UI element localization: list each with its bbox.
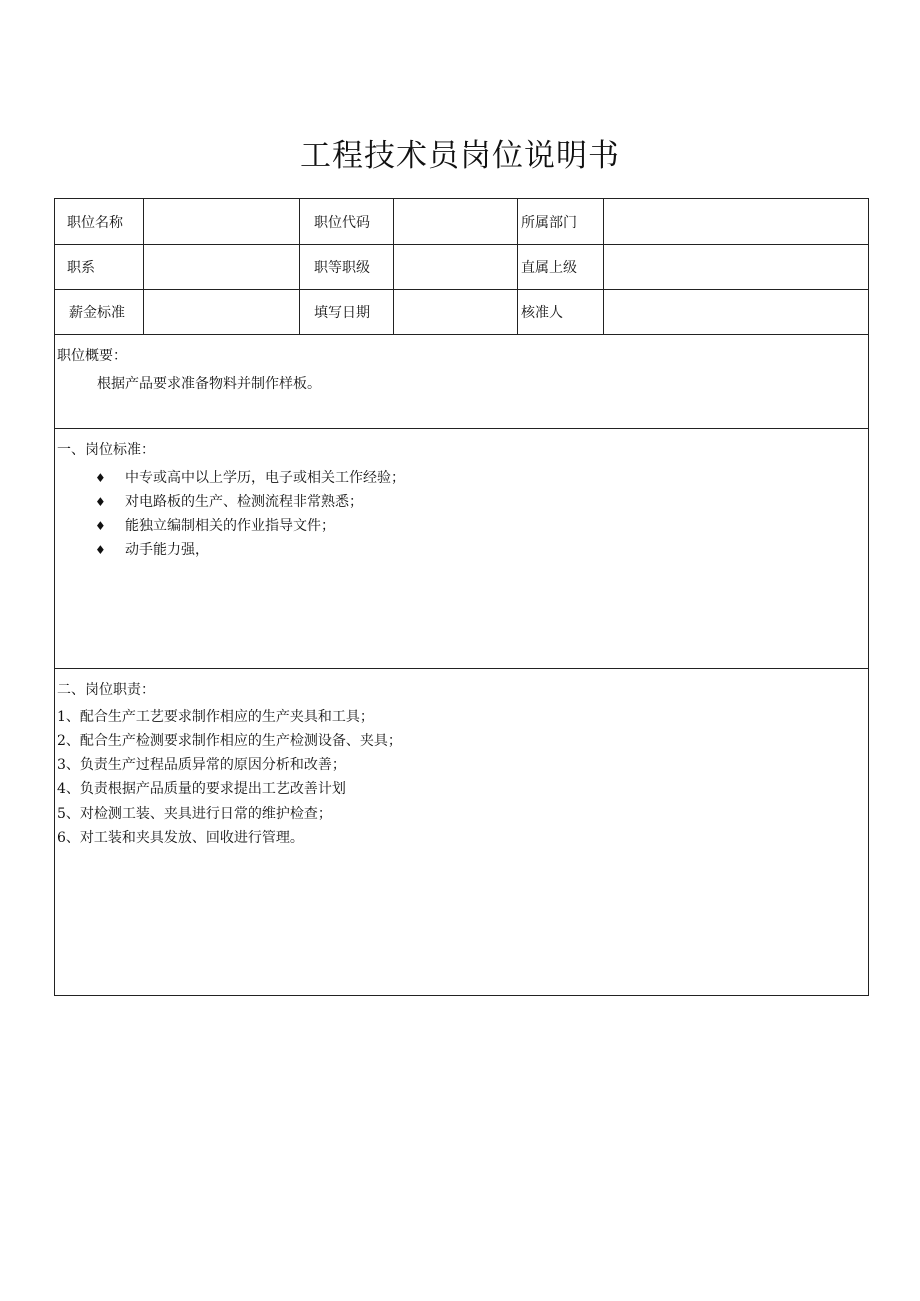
- position-name-field[interactable]: [144, 199, 300, 244]
- duties-section: [55, 669, 868, 995]
- list-item: 3、负责生产过程品质异常的原因分析和改善；: [57, 757, 346, 773]
- info-row: [55, 290, 868, 335]
- info-row: [55, 199, 868, 245]
- job-grade-label: 职等职级: [300, 245, 394, 289]
- direct-supervisor-label: 直属上级: [518, 245, 604, 289]
- list-item-text: 中专或高中以上学历，电子或相关工作经验；: [125, 470, 405, 486]
- list-item: 6、对工装和夹具发放、回收进行管理。: [57, 830, 304, 846]
- approver-field[interactable]: [604, 290, 868, 334]
- position-code-label: 职位代码: [300, 199, 394, 244]
- salary-standard-label: 薪金标准: [55, 290, 144, 334]
- summary-section: [55, 335, 868, 429]
- diamond-bullet-icon: ♦: [95, 471, 106, 485]
- department-field[interactable]: [604, 199, 868, 244]
- fill-date-field[interactable]: [394, 290, 518, 334]
- list-item: 4、负责根据产品质量的要求提出工艺改善计划: [57, 781, 346, 797]
- job-family-field[interactable]: [144, 245, 300, 289]
- list-item: [95, 491, 363, 511]
- list-item: 5、对检测工装、夹具进行日常的维护检查；: [57, 806, 332, 822]
- duties-heading: 二、岗位职责：: [57, 682, 155, 698]
- standards-heading: 一、岗位标准：: [57, 442, 155, 458]
- position-code-field[interactable]: [394, 199, 518, 244]
- list-item-text: 动手能力强，: [125, 542, 209, 558]
- fill-date-label: 填写日期: [300, 290, 394, 334]
- job-description-form: [54, 198, 869, 996]
- standards-section: [55, 429, 868, 669]
- summary-text: 根据产品要求准备物料并制作样板。: [97, 376, 321, 392]
- job-family-label: 职系: [55, 245, 144, 289]
- info-row: [55, 245, 868, 290]
- list-item-text: 对电路板的生产、检测流程非常熟悉；: [125, 494, 363, 510]
- list-item: [95, 515, 335, 535]
- direct-supervisor-field[interactable]: [604, 245, 868, 289]
- diamond-bullet-icon: ♦: [95, 519, 106, 533]
- diamond-bullet-icon: ♦: [95, 495, 106, 509]
- list-item: 1、配合生产工艺要求制作相应的生产夹具和工具；: [57, 709, 374, 725]
- list-item: 2、配合生产检测要求制作相应的生产检测设备、夹具；: [57, 733, 402, 749]
- list-item: [95, 467, 405, 487]
- summary-heading: 职位概要：: [57, 348, 127, 364]
- list-item-text: 能独立编制相关的作业指导文件；: [125, 518, 335, 534]
- approver-label: 核准人: [518, 290, 604, 334]
- diamond-bullet-icon: ♦: [95, 543, 106, 557]
- list-item: [95, 539, 209, 559]
- position-name-label: 职位名称: [55, 199, 144, 244]
- salary-standard-field[interactable]: [144, 290, 300, 334]
- department-label: 所属部门: [518, 199, 604, 244]
- page-title: 工程技术员岗位说明书: [300, 138, 620, 174]
- job-grade-field[interactable]: [394, 245, 518, 289]
